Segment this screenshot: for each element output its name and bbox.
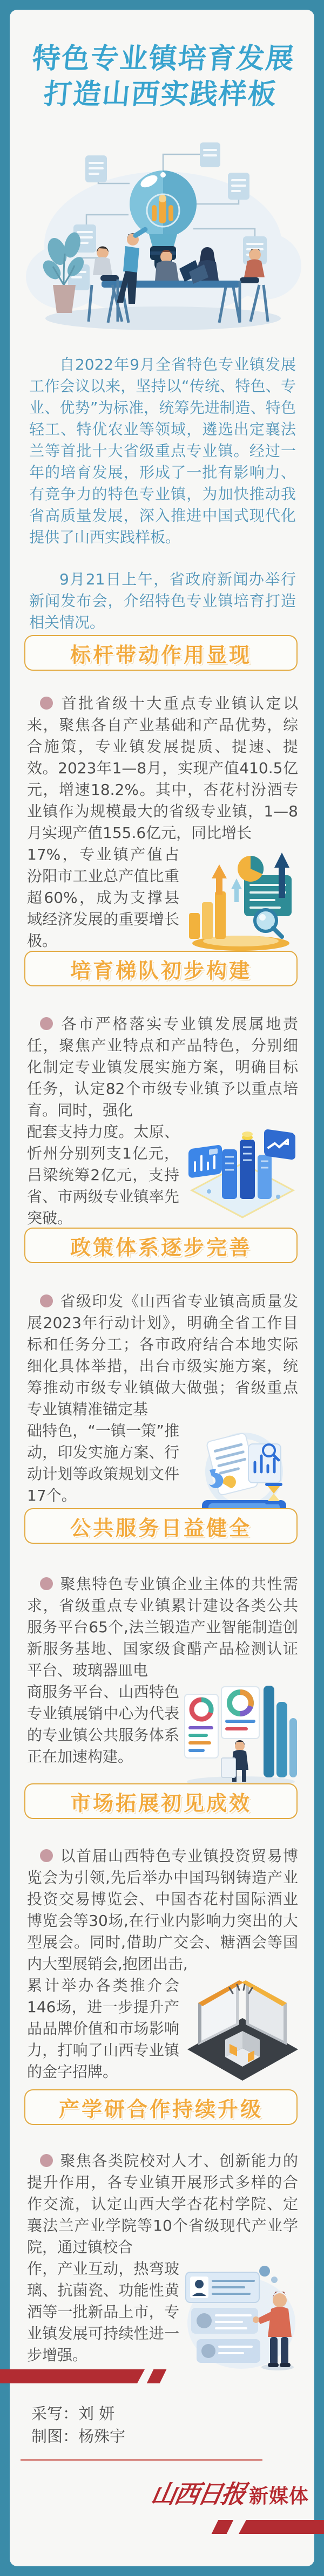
section-4-body [27,1573,298,1788]
section-2-text-wrap: 配套支持力度。太原、忻州分别列支1亿元，吕梁统筹2亿元，支持省、市两级专业镇率先突破。 [27,1123,179,1227]
section-2-text: 各市严格落实专业镇发展属地责任，聚焦产业特点和产品特色，分别细化制定专业镇发展实施方案，明确目标任务，认定82个市级专业镇予以重点培育。同时，强化 [27,1015,298,1119]
section-3-text: 省级印发《山西省专业镇高质量发展2023年行动计划》，明确全省工作目标和任务分工；各市政府结合本地实际细化具体举措，出台市级实施方案，统筹推动市级专业镇做大做强；省级重点专业镇精准锚定基 [27,1292,298,1418]
section-5-header [24,1783,298,1819]
section-6-header [24,2089,298,2125]
section-1-text: 首批省级十大重点专业镇认定以来，聚焦各自产业基础和产品优势，综合施策，专业镇发展提质、提速、提效。2023年1—8月，实现产值410.5亿元，增速18.2%。其中，杏花村汾酒专业镇作为规模最大的省级专业镇，1—8月实现产值155.6亿元，同比增长 [27,694,298,842]
section-3-header [24,1228,298,1263]
credit-designer: 制图：杨殊宇 [31,2427,126,2445]
section-3-text-wrap: 础特色，“一镇一策”推动，印发实施方案、行动计划等政策规划文件17个。 [27,1422,179,1504]
section-1-title: 标杆带动作用显现 [70,643,252,667]
section-1-illustration [179,844,298,952]
section-5-body [27,1845,298,2083]
section-4-title: 公共服务日益健全 [70,1516,252,1540]
section-5-text: 以首届山西特色专业镇投资贸易博览会为引领,先后举办中国玛钢铸造产业投资交易博览会、中国杏花村国际酒业博览会等30场,在行业内影响力突出的大型展会。同时,借助广交会、糖酒会等国内大型展销会,抱团出击, [27,1847,298,1973]
section-4-illustration [179,1681,298,1788]
bullet-icon [40,1577,53,1590]
section-5-illustration [179,1975,298,2082]
intro-paragraph-1: 自2022年9月全省特色专业镇发展工作会议以来，坚持以“传统、特色、专业、优势”为标准，统筹先进制造、特色轻工、特优农业等领域，遴选出定襄法兰等首批十大省级重点专业镇。经过一年的培育发展，形成了一批有影响力、有竞争力的特色专业镇，为加快推动我省高质量发展，深入推进中国式现代化提供了山西实践样板。 [29,356,296,546]
section-2-body [27,1013,298,1229]
credits [31,2402,125,2448]
bullet-icon [40,1017,53,1030]
section-6-text: 聚焦各类院校对人才、创新能力的提升作用，各专业镇开展形式多样的合作交流，认定山西大学杏花村学院、定襄法兰产业学院等10个省级现代产业学院，通过镇校合 [27,2152,298,2256]
section-3-body [27,1291,298,1525]
masthead-logo [140,2475,309,2510]
section-6-title: 产学研合作持续升级 [58,2097,263,2121]
section-1-text-wrap: 17%，专业镇产值占汾阳市工业总产值比重超60%，成为支撑县域经济发展的重要增长极。 [27,846,179,950]
profile-card-3 [197,2339,260,2363]
bullet-icon [40,697,53,710]
section-1-header [24,635,298,671]
bullet-icon [40,1294,53,1307]
team-meeting-bulb-icon [22,123,302,335]
section-2-header [24,951,298,986]
isometric-city-screens-icon [187,1121,298,1221]
data-dashboard-icon [184,1681,298,1788]
intro-paragraph-2: 9月21日上午，省政府新闻办举行新闻发布会，介绍特色专业镇培育打造相关情况。 [29,570,296,631]
section-1-body [27,693,298,952]
hourglass-icon [265,1483,282,1504]
newspaper-logo-text: 山西日报 [148,2479,247,2509]
new-media-label: 新媒体 [248,2485,309,2507]
page-title-line1: 特色专业镇培育发展 [31,43,296,75]
section-4-header [24,1508,298,1544]
section-6-illustration [179,2258,298,2373]
credit-writer: 采写：刘 妍 [31,2404,115,2423]
red-divider-line [21,2459,262,2461]
growth-arrows-chart-icon [184,844,298,952]
bullet-icon [40,2154,53,2167]
section-5-title: 市场拓展初见成效 [70,1791,252,1815]
page-title-line2: 打造山西实践样板 [42,78,279,111]
section-6-text-wrap: 作，产业互动，热弯玻璃、抗菌瓷、功能性黄酒等一批新品上市，专业镇发展可持续性进一步增强。 [27,2260,179,2364]
page-title [0,41,324,112]
section-6-body [27,2150,298,2373]
profile-card-2 [191,2308,258,2334]
section-5-text-wrap: 累计举办各类推介会146场，进一步提升产品品牌价值和市场影响力，打响了山西专业镇的金字招牌。 [27,1977,179,2081]
expo-booth-icon [187,1975,298,2082]
section-3-title: 政策体系逐步完善 [70,1235,252,1259]
red-ribbon-left [0,2369,145,2383]
analyst-person-icon [221,1740,248,1782]
hero-illustration [22,123,302,335]
section-4-text: 聚焦特色专业镇企业主体的共性需求，省级重点专业镇累计建设各类公共服务平台65个,法兰锻造产业智能制造创新服务基地、国家级食醋产品检测认证平台、玻璃器皿电 [27,1575,298,1679]
talent-profile-cards-icon [185,2258,298,2373]
section-2-illustration [179,1121,298,1221]
intro-text [29,354,296,654]
section-2-title: 培育梯队初步构建 [70,958,252,983]
bullet-icon [40,1849,53,1862]
section-4-text-wrap: 商服务平台、山西特色专业镇展销中心为代表的专业镇公共服务体系正在加速构建。 [27,1683,179,1766]
red-strip-right [239,2520,324,2534]
